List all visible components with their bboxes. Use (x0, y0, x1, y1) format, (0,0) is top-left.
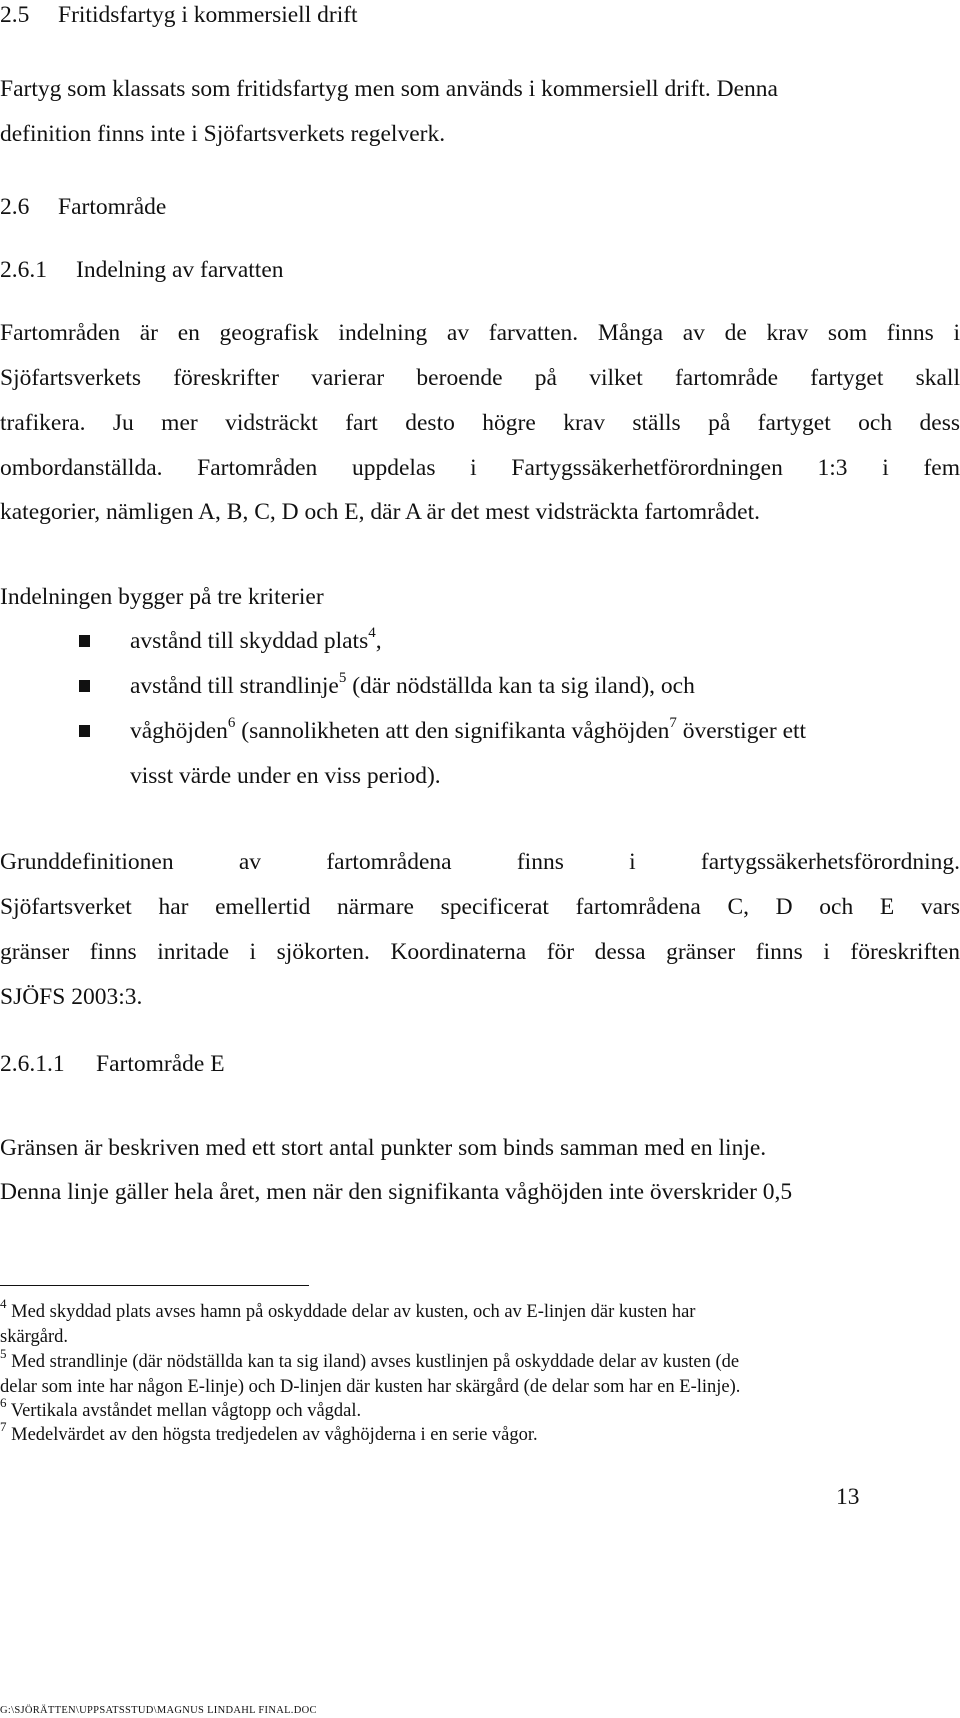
footnote-6 (0, 1394, 960, 1424)
square-bullet-icon (79, 680, 90, 692)
paragraph-line: gränser finns inritade i sjökorten. Koordinaterna för dessa gränser finns i föreskriften (0, 939, 960, 965)
footnote-text: Medelvärdet av den högsta tredjedelen av våghöjderna i en serie vågor. (6, 1425, 538, 1445)
paragraph-line: Sjöfartsverkets föreskrifter varierar beroende på vilket fartområde fartyget skall (0, 365, 960, 391)
paragraph-line: Fartyg som klassats som fritidsfartyg men som används i kommersiell drift. Denna (0, 76, 778, 102)
footnote-4-continued: skärgård. (0, 1327, 68, 1347)
item-mid: (sannolikheten att den signifikanta våghöjden (235, 718, 670, 744)
page-number: 13 (836, 1484, 860, 1510)
heading-title: Fritidsfartyg i kommersiell drift (58, 2, 358, 28)
footnote-number: 4 (0, 1295, 7, 1311)
item-tail: överstiger ett (676, 718, 807, 744)
criteria-intro: Indelningen bygger på tre kriterier (0, 584, 324, 610)
footnote-ref[interactable]: 6 (227, 715, 236, 732)
paragraph-line: Fartområden är en geografisk indelning av farvatten. Många av de krav som finns i (0, 320, 960, 346)
footnote-5-continued: delar som inte har någon E-linje) och D-linjen där kusten har skärgård (de delar som har en E-linje). (0, 1377, 741, 1397)
square-bullet-icon (79, 635, 90, 647)
heading-number: 2.6 (0, 194, 30, 220)
footnote-ref[interactable]: 4 (368, 625, 376, 642)
footnote-separator (0, 1285, 309, 1286)
heading-title: Indelning av farvatten (76, 257, 284, 283)
heading-2-6-1 (0, 255, 960, 285)
footnote-text: Vertikala avståndet mellan vågtopp och vågdal. (6, 1401, 362, 1421)
paragraph-line: Gränsen är beskriven med ett stort antal punkter som binds samman med en linje. (0, 1135, 767, 1161)
paragraph-line: definition finns inte i Sjöfartsverkets regelverk. (0, 121, 446, 147)
footnote-number: 6 (0, 1394, 7, 1410)
criteria-item-text (130, 716, 806, 746)
square-bullet-icon (79, 725, 90, 737)
heading-title: Fartområde E (96, 1051, 225, 1077)
heading-2-6-1-1 (0, 1049, 960, 1079)
footnote-ref[interactable]: 7 (669, 715, 677, 732)
heading-2-6 (0, 192, 960, 222)
paragraph-line: Grunddefinitionen av fartområdena finns i fartygssäkerhetsförordning. (0, 849, 960, 875)
footnote-4 (0, 1295, 960, 1325)
footnote-7 (0, 1418, 960, 1448)
footnote-ref[interactable]: 5 (338, 670, 347, 687)
footnote-number: 7 (0, 1418, 7, 1434)
paragraph-line: trafikera. Ju mer vidsträckt fart desto högre krav ställs på fartyget och dess (0, 410, 960, 436)
item-text: avstånd till skyddad plats (130, 628, 369, 654)
paragraph-line: kategorier, nämligen A, B, C, D och E, där A är det mest vidsträckta fartområdet. (0, 499, 760, 525)
heading-title: Fartområde (58, 194, 167, 220)
item-text: våghöjden (130, 718, 228, 744)
paragraph-line: ombordanställda. Fartområden uppdelas i Fartygssäkerhetförordningen 1:3 i fem (0, 455, 960, 481)
heading-number: 2.6.1.1 (0, 1051, 65, 1077)
heading-number: 2.5 (0, 2, 30, 28)
paragraph-line: SJÖFS 2003:3. (0, 984, 143, 1010)
paragraph-line: Sjöfartsverket har emellertid närmare specificerat fartområdena C, D och E vars (0, 894, 960, 920)
item-tail: , (375, 628, 382, 654)
heading-number: 2.6.1 (0, 257, 47, 283)
paragraph-line: Denna linje gäller hela året, men när den signifikanta våghöjden inte överskrider 0,5 (0, 1179, 793, 1205)
footnote-number: 5 (0, 1345, 7, 1361)
item-text: avstånd till strandlinje (130, 673, 339, 699)
heading-2-5 (0, 0, 960, 30)
criteria-item-text (130, 671, 695, 701)
criteria-item-text (130, 626, 382, 656)
footer-file-path: G:\SJÖRÄTTEN\UPPSATSSTUD\MAGNUS LINDAHL FINAL.DOC (0, 1705, 317, 1716)
footnote-5 (0, 1345, 960, 1375)
criteria-item-text: visst värde under en viss period). (130, 763, 441, 789)
footnote-text: Med strandlinje (där nödställda kan ta sig iland) avses kustlinjen på oskyddade delar av kusten (de (6, 1352, 740, 1372)
footnote-text: Med skyddad plats avses hamn på oskyddade delar av kusten, och av E-linjen där kusten har (6, 1302, 696, 1322)
item-tail: (där nödställda kan ta sig iland), och (346, 673, 695, 699)
